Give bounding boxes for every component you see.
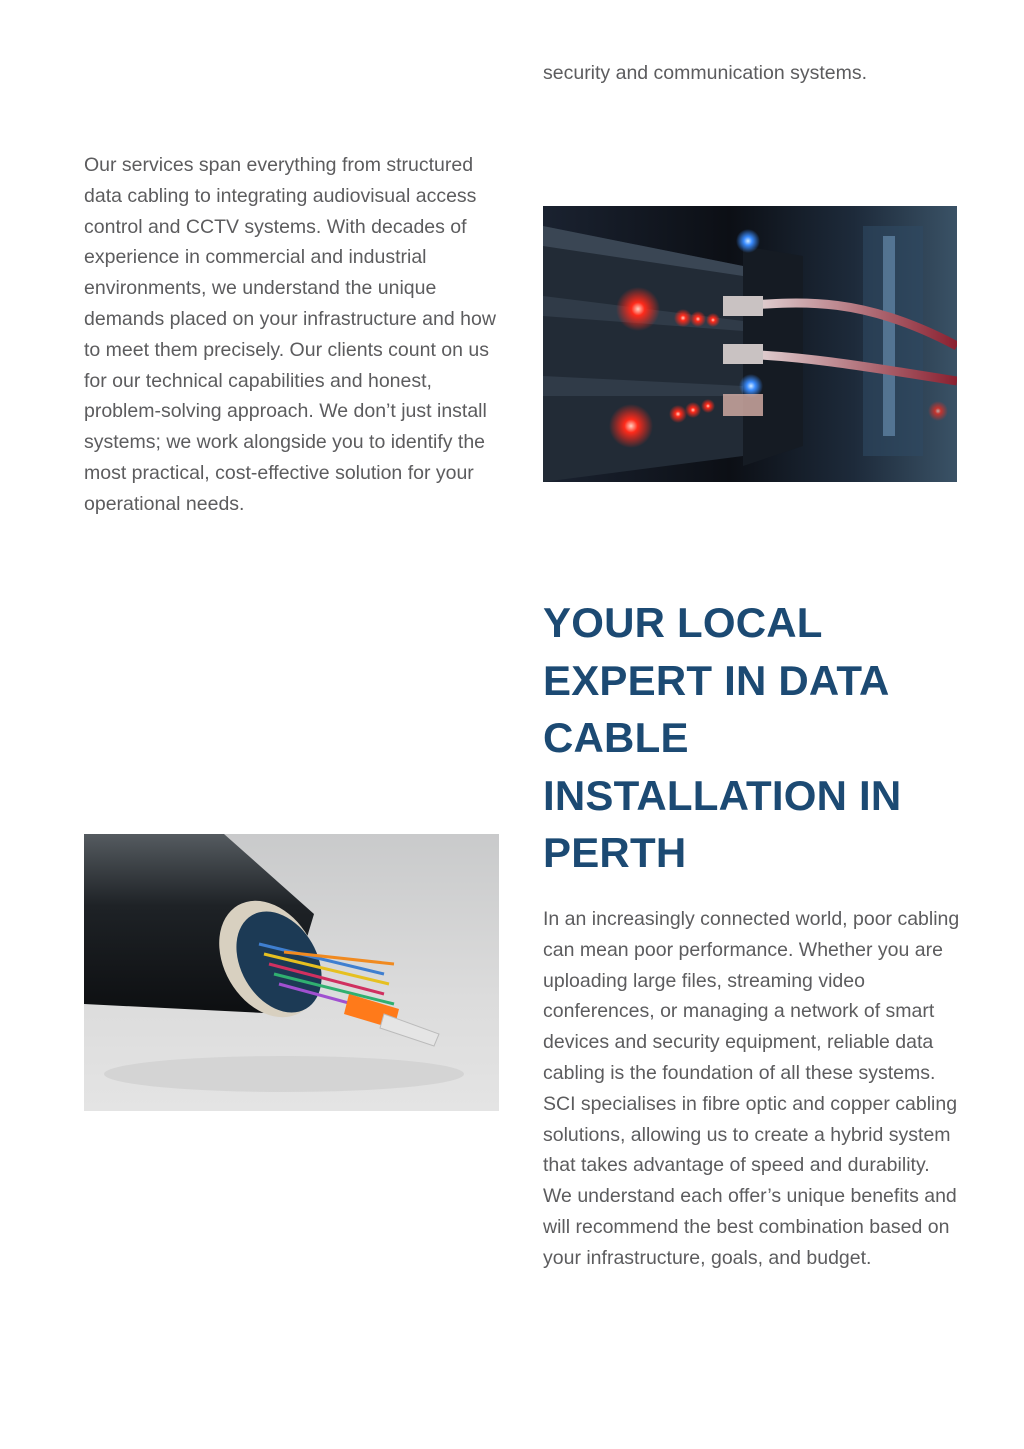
- server-rack-image: [543, 206, 957, 482]
- intro-paragraph-tail: security and communication systems.: [543, 62, 868, 84]
- data-cabling-paragraph: In an increasingly connected world, poor cabling can mean poor performance. Whether you are uploading large files, streaming video conferences, or managing a network of smart devices and security equipment, reliable data cabling is the foundation of all these systems. SCI specialises in fibre optic and copper cabling solutions, allowing us to create a hybrid system that takes advantage of speed and durability. We understand each offer’s unique benefits and will recommend the best combination based on your infrastructure, goals, and budget.: [543, 908, 960, 1269]
- data-cable-heading: YOUR LOCAL EXPERT IN DATA CABLE INSTALLATION IN PERTH: [543, 599, 902, 876]
- fibre-optic-cable-image: [84, 834, 499, 1111]
- services-paragraph: Our services span everything from structured data cabling to integrating audiovisual access control and CCTV systems. With decades of experience in commercial and industrial environments, we understand the unique demands placed on your infrastructure and how to meet them precisely. Our clients count on us for our technical capabilities and honest, problem-solving approach. We don’t just install systems; we work alongside you to identify the most practical, cost-effective solution for your operational needs.: [84, 154, 496, 515]
